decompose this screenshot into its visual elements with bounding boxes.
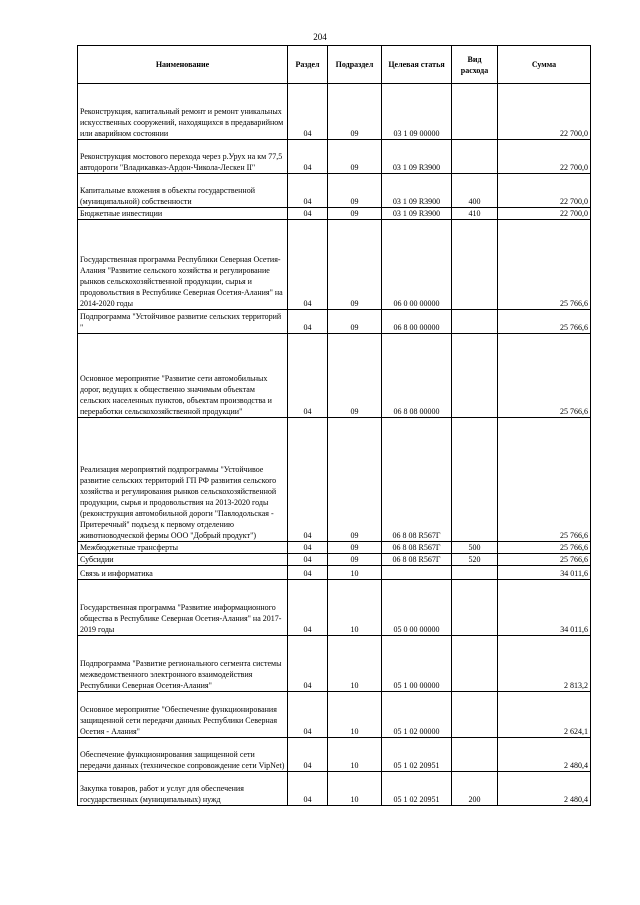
cell-sum: 2 480,4 (498, 738, 591, 772)
col-header-expense: Вид расхода (452, 46, 498, 84)
table-row (78, 542, 591, 554)
table-row (78, 566, 591, 580)
cell-subsection: 10 (328, 692, 382, 738)
cell-expense (452, 738, 498, 772)
col-header-sum: Сумма (498, 46, 591, 84)
cell-section: 04 (288, 772, 328, 806)
cell-expense (452, 334, 498, 418)
cell-subsection: 10 (328, 738, 382, 772)
table-row (78, 580, 591, 636)
cell-subsection: 09 (328, 220, 382, 310)
cell-name: Реализация мероприятий подпрограммы "Устойчивое развитие сельских территорий ГП РФ развития сельского хозяйства и регулирования рынков сельскохозяйственной продукции, сырья и продовольствия на 2013-2020 годы (реконструкция автомобильной дороги "Павлодольская - Притеречный" подъезд к первому отделению животноводческой фермы ООО "Добрый продукт") (78, 418, 288, 542)
cell-section: 04 (288, 140, 328, 174)
cell-name: Подпрограмма "Развитие регионального сегмента системы межведомственного электронного взаимодействия Республики Северная Осетия-Алания" (78, 636, 288, 692)
cell-name: Бюджетные инвестиции (78, 208, 288, 220)
cell-sum: 2 813,2 (498, 636, 591, 692)
cell-sum: 25 766,6 (498, 220, 591, 310)
table-row (78, 208, 591, 220)
cell-sum: 2 480,4 (498, 772, 591, 806)
cell-subsection: 09 (328, 84, 382, 140)
cell-sum: 25 766,6 (498, 554, 591, 566)
cell-expense (452, 566, 498, 580)
table-row (78, 692, 591, 738)
cell-sum: 25 766,6 (498, 418, 591, 542)
cell-target (382, 566, 452, 580)
cell-expense (452, 220, 498, 310)
cell-target: 06 8 08 R567Г (382, 542, 452, 554)
table-row (78, 334, 591, 418)
cell-expense (452, 140, 498, 174)
cell-subsection: 10 (328, 580, 382, 636)
cell-name: Межбюджетные трансферты (78, 542, 288, 554)
cell-section: 04 (288, 554, 328, 566)
cell-target: 06 8 08 R567Г (382, 554, 452, 566)
cell-section: 04 (288, 692, 328, 738)
cell-subsection: 09 (328, 542, 382, 554)
cell-target: 05 1 02 20951 (382, 738, 452, 772)
cell-name: Основное мероприятие "Развитие сети автомобильных дорог, ведущих к общественно значимым объектам сельских населенных пунктов, объектам производства и переработки сельскохозяйственной продукции" (78, 334, 288, 418)
cell-name: Подпрограмма "Устойчивое развитие сельских территорий " (78, 310, 288, 334)
budget-table (77, 45, 591, 806)
cell-expense (452, 580, 498, 636)
cell-section: 04 (288, 220, 328, 310)
table-row (78, 772, 591, 806)
table-row (78, 220, 591, 310)
cell-expense: 400 (452, 174, 498, 208)
cell-subsection: 09 (328, 310, 382, 334)
cell-target: 03 1 09 00000 (382, 84, 452, 140)
table-row (78, 310, 591, 334)
table-row (78, 738, 591, 772)
cell-name: Реконструкция мостового перехода через р.Урух на км 77,5 автодороги "Владикавказ-Ардон-Чикола-Лескен II" (78, 140, 288, 174)
cell-target: 05 0 00 00000 (382, 580, 452, 636)
cell-subsection: 09 (328, 140, 382, 174)
cell-subsection: 10 (328, 566, 382, 580)
cell-expense (452, 418, 498, 542)
cell-section: 04 (288, 310, 328, 334)
col-header-target: Целевая статья (382, 46, 452, 84)
cell-subsection: 09 (328, 208, 382, 220)
cell-target: 06 8 08 00000 (382, 334, 452, 418)
col-header-name: Наименование (78, 46, 288, 84)
cell-section: 04 (288, 208, 328, 220)
cell-expense: 500 (452, 542, 498, 554)
cell-name: Государственная программа Республики Северная Осетия-Алания "Развитие сельского хозяйства и регулирование рынков сельскохозяйственной продукции, сырья и продовольствия в Республике Северная Осетия-Алания" на 2014-2020 годы (78, 220, 288, 310)
cell-sum: 34 011,6 (498, 580, 591, 636)
cell-section: 04 (288, 542, 328, 554)
cell-sum: 22 700,0 (498, 84, 591, 140)
cell-target: 03 1 09 R3900 (382, 174, 452, 208)
cell-target: 06 8 08 R567Г (382, 418, 452, 542)
cell-target: 05 1 02 00000 (382, 692, 452, 738)
cell-section: 04 (288, 738, 328, 772)
table-row (78, 174, 591, 208)
cell-expense (452, 84, 498, 140)
cell-name: Субсидии (78, 554, 288, 566)
cell-subsection: 09 (328, 554, 382, 566)
cell-name: Государственная программа "Развитие информационного общества в Республике Северная Осетия-Алания" на 2017-2019 годы (78, 580, 288, 636)
cell-subsection: 09 (328, 174, 382, 208)
cell-section: 04 (288, 418, 328, 542)
cell-target: 06 0 00 00000 (382, 220, 452, 310)
cell-section: 04 (288, 84, 328, 140)
cell-sum: 22 700,0 (498, 140, 591, 174)
table-row (78, 140, 591, 174)
cell-section: 04 (288, 174, 328, 208)
table-row (78, 84, 591, 140)
cell-subsection: 10 (328, 772, 382, 806)
cell-subsection: 09 (328, 418, 382, 542)
cell-subsection: 10 (328, 636, 382, 692)
page-number: 204 (313, 32, 327, 42)
cell-target: 06 8 00 00000 (382, 310, 452, 334)
cell-name: Обеспечение функционирования защищенной сети передачи данных (техническое сопровождение сети VipNet) (78, 738, 288, 772)
cell-sum: 25 766,6 (498, 542, 591, 554)
cell-expense: 200 (452, 772, 498, 806)
cell-sum: 2 624,1 (498, 692, 591, 738)
cell-expense (452, 636, 498, 692)
cell-name: Основное мероприятие "Обеспечение функционирования защищенной сети передачи данных Республики Северная Осетия - Алания" (78, 692, 288, 738)
cell-expense: 520 (452, 554, 498, 566)
cell-section: 04 (288, 334, 328, 418)
table-row (78, 418, 591, 542)
cell-target: 03 1 09 R3900 (382, 140, 452, 174)
cell-expense (452, 310, 498, 334)
cell-target: 05 1 00 00000 (382, 636, 452, 692)
cell-subsection: 09 (328, 334, 382, 418)
cell-sum: 25 766,6 (498, 334, 591, 418)
cell-expense: 410 (452, 208, 498, 220)
cell-sum: 34 011,6 (498, 566, 591, 580)
cell-sum: 22 700,0 (498, 208, 591, 220)
cell-section: 04 (288, 566, 328, 580)
header-row (78, 46, 591, 84)
cell-sum: 22 700,0 (498, 174, 591, 208)
col-header-section: Раздел (288, 46, 328, 84)
cell-name: Связь и информатика (78, 566, 288, 580)
cell-name: Закупка товаров, работ и услуг для обеспечения государственных (муниципальных) нужд (78, 772, 288, 806)
table-row (78, 636, 591, 692)
cell-target: 05 1 02 20951 (382, 772, 452, 806)
cell-sum: 25 766,6 (498, 310, 591, 334)
table-row (78, 554, 591, 566)
cell-name: Реконструкция, капитальный ремонт и ремонт уникальных искусственных сооружений, находящихся в предаварийном или аварийном состоянии (78, 84, 288, 140)
cell-target: 03 1 09 R3900 (382, 208, 452, 220)
col-header-subsection: Подраздел (328, 46, 382, 84)
cell-section: 04 (288, 636, 328, 692)
cell-name: Капитальные вложения в объекты государственной (муниципальной) собственности (78, 174, 288, 208)
cell-section: 04 (288, 580, 328, 636)
cell-expense (452, 692, 498, 738)
